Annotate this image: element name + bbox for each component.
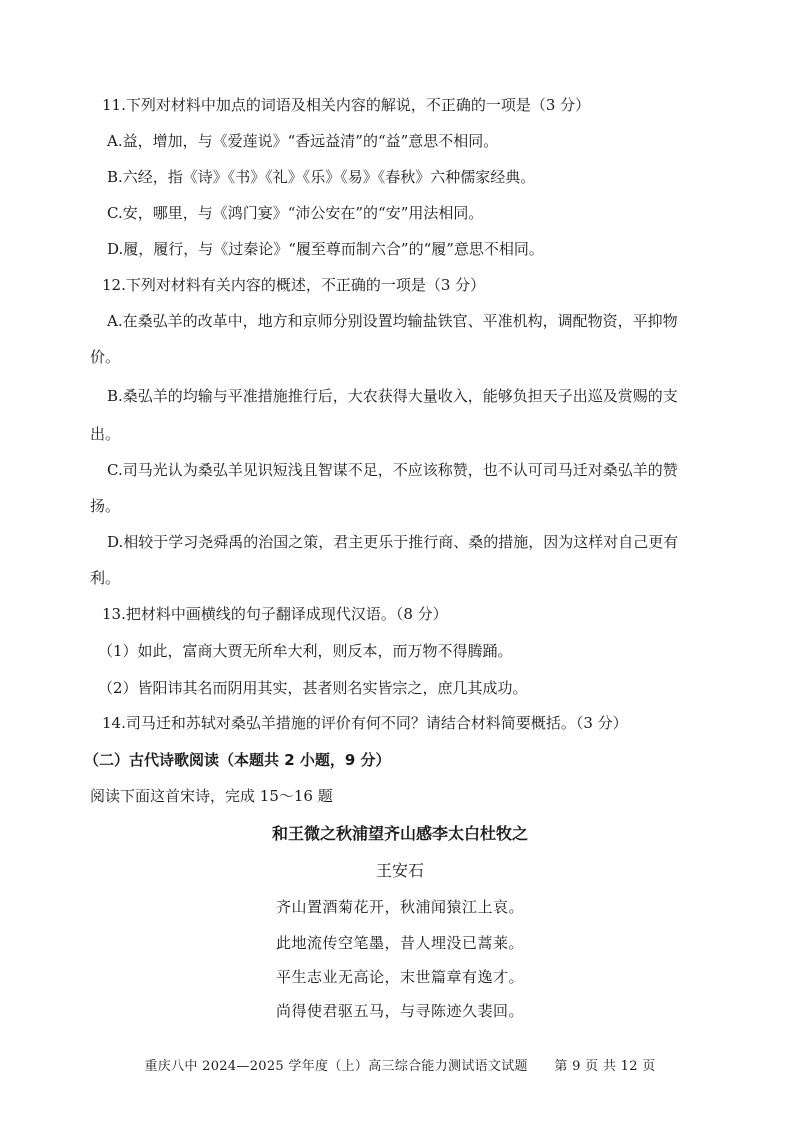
section-heading: （二）古代诗歌阅读（本题共 2 小题，9 分）	[84, 751, 391, 769]
question-12-option-d-line2: 利。	[90, 569, 121, 587]
question-13-item-1: （1）如此，富商大贾无所牟大利，则反本，而万物不得腾踊。	[98, 642, 513, 660]
poem-line-4: 尚得使君驱五马，与寻陈迹久裴回。	[275, 1002, 524, 1020]
question-12-option-b-line2: 出。	[90, 425, 121, 443]
question-11-option-a: A.益，增加，与《爱莲说》“香远益清”的“益”意思不相同。	[107, 132, 499, 150]
question-13-item-2: （2）皆阳讳其名而阴用其实，甚者则名实皆宗之，庶几其成功。	[98, 679, 528, 697]
question-12-option-c-line1: C.司马光认为桑弘羊见识短浅且智谋不足，不应该称赞，也不认可司马迁对桑弘羊的赞	[107, 461, 678, 479]
section-intro: 阅读下面这首宋诗，完成 15～16 题	[90, 787, 333, 805]
question-14-stem: 14.司马迁和苏轼对桑弘羊措施的评价有何不同？请结合材料简要概括。（3 分）	[102, 714, 628, 732]
question-12-option-a-line2: 价。	[90, 348, 121, 366]
question-11-option-b: B.六经，指《诗》《书》《礼》《乐》《易》《春秋》六种儒家经典。	[107, 168, 536, 186]
question-12-option-a-line1: A.在桑弘羊的改革中，地方和京师分别设置均输盐铁官、平准机构，调配物资，平抑物	[107, 312, 678, 330]
poem-title: 和王微之秋浦望齐山感李太白杜牧之	[271, 824, 528, 843]
poem-line-2: 此地流传空笔墨，昔人埋没已蒿莱。	[275, 934, 524, 952]
question-12-option-c-line2: 扬。	[90, 497, 121, 515]
question-11-option-d: D.履，履行，与《过秦论》“履至尊而制六合”的“履”意思不相同。	[107, 240, 544, 258]
question-12-option-b-line1: B.桑弘羊的均输与平准措施推行后，大农获得大量收入，能够负担天子出巡及赏赐的支	[107, 387, 678, 405]
poem-author: 王安石	[375, 861, 424, 880]
question-11-stem: 11.下列对材料中加点的词语及相关内容的解说，不正确的一项是（3 分）	[102, 96, 591, 114]
question-12-option-d-line1: D.相较于学习尧舜禹的治国之策，君主更乐于推行商、桑的措施，因为这样对自己更有	[107, 533, 679, 551]
poem-line-1: 齐山置酒菊花开，秋浦闻猿江上哀。	[275, 898, 524, 916]
poem-line-3: 平生志业无高论，末世篇章有逸才。	[275, 968, 524, 986]
page-footer: 重庆八中 2024—2025 学年度（上）高三综合能力测试语文试题 第 9 页 共 12 页	[144, 1059, 656, 1074]
question-11-option-c: C.安，哪里，与《鸿门宴》“沛公安在”的“安”用法相同。	[107, 204, 484, 222]
question-12-stem: 12.下列对材料有关内容的概述，不正确的一项是（3 分）	[102, 276, 486, 294]
question-13-stem: 13.把材料中画横线的句子翻译成现代汉语。（8 分）	[102, 605, 448, 623]
